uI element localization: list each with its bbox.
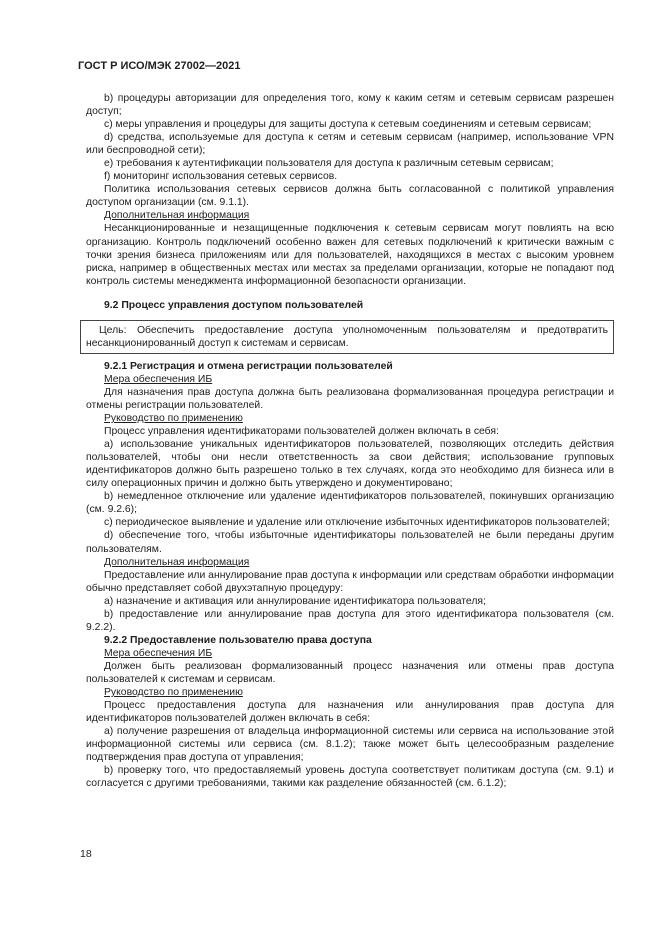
list-item-e: e) требования к аутентификации пользователя для доступа к различным сетевым сервисам; (104, 158, 554, 170)
list-item-b: b) проверку того, что предоставляемый уровень доступа соответствует политикам доступа (см. 9.1) и согласуется с другими требованиями, такими как разделение обязанностей (см. 6.1.2); (86, 765, 614, 790)
subheading-guidance: Руководство по применению (104, 687, 243, 699)
page-number: 18 (80, 848, 92, 860)
section-heading-9-2: 9.2 Процесс управления доступом пользователей (104, 299, 364, 311)
paragraph: Несанкционированные и незащищенные подключения к сетевым сервисам могут повлиять на всю организацию. Контроль подключений особенно важен для сетевых подключений к критически важным с точки зрения бизнеса приложениям или для пользователей, находящихся в местах с высоким уровнем риска, например в общественных местах или местах за пределами организации, которые не попадают под контроль системы менеджмента информационной безопасности организации. (86, 223, 614, 287)
paragraph: Политика использования сетевых сервисов должна быть согласованной с политикой управления доступом организации (см. 9.1.1). (86, 184, 614, 209)
list-item-b: b) предоставление или аннулирование прав доступа для этого идентификатора пользователя (см. 9.2.2). (86, 608, 614, 633)
subheading-control: Мера обеспечения ИБ (104, 647, 213, 659)
paragraph: Должен быть реализован формализованный процесс назначения или отмены прав доступа пользователей к системам и сервисам. (86, 660, 614, 685)
section-heading-9-2-1: 9.2.1 Регистрация и отмена регистрации пользователей (104, 360, 393, 372)
list-item-f: f) мониторинг использования сетевых сервисов. (104, 171, 338, 183)
list-item-a: a) использование уникальных идентификаторов пользователей, позволяющих отследить действия пользователей, чтобы они несли ответственность за свои действия; использование групповых идентификаторов должно быть разрешено только в тех случаях, когда это необходимо для бизнеса или в силу операционных причин и должно быть утверждено и документировано; (86, 439, 614, 490)
paragraph: Предоставление или аннулирование прав доступа к информации или средствам обработки информации обычно представляет собой двухэтапную процедуру: (86, 569, 614, 594)
list-item-b: b) немедленное отключение или удаление идентификаторов пользователей, покинувших организацию (см. 9.2.6); (86, 491, 614, 516)
list-item-a: a) назначение и активация или аннулирование идентификатора пользователя; (104, 595, 486, 607)
list-item-d: d) обеспечение того, чтобы избыточные идентификаторы пользователей не были переданы другим пользователям. (86, 530, 614, 555)
list-item-a: a) получение разрешения от владельца информационной системы или сервиса на использование этой информационной системы или сервиса (см. 8.1.2); также может быть целесообразным разделение подтверждения прав доступа от управления; (86, 726, 614, 764)
paragraph: Процесс предоставления доступа для назначения или аннулирования прав доступа для идентификаторов пользователей должен включать в себя: (86, 700, 614, 725)
document-header: ГОСТ Р ИСО/МЭК 27002—2021 (78, 60, 241, 72)
subheading-additional-info: Дополнительная информация (104, 556, 250, 568)
paragraph: Для назначения прав доступа должна быть реализована формализованная процедура регистрации и отмены регистрации пользователей. (86, 386, 614, 411)
objective-text: Цель: Обеспечить предоставление доступа уполномоченным пользователям и предотвратить несанкционированный доступ к системам и сервисам. (86, 324, 608, 349)
paragraph: Процесс управления идентификаторами пользователей должен включать в себя: (104, 426, 499, 438)
subheading-guidance: Руководство по применению (104, 413, 243, 425)
list-item-b: b) процедуры авторизации для определения того, кому к каким сетям и сетевым сервисам разрешен доступ; (86, 93, 614, 118)
objective-box (80, 320, 614, 354)
section-heading-9-2-2: 9.2.2 Предоставление пользователю права доступа (104, 634, 372, 646)
page-content (86, 92, 614, 790)
list-item-c: c) периодическое выявление и удаление или отключение избыточных идентификаторов пользователей; (104, 517, 610, 529)
list-item-c: c) меры управления и процедуры для защиты доступа к сетевым соединениям и сетевым сервисам; (104, 119, 592, 131)
list-item-d: d) средства, используемые для доступа к сетям и сетевым сервисам (например, использование VPN или беспроводной сети); (86, 132, 614, 157)
subheading-additional-info: Дополнительная информация (104, 210, 250, 222)
subheading-control: Мера обеспечения ИБ (104, 373, 213, 385)
